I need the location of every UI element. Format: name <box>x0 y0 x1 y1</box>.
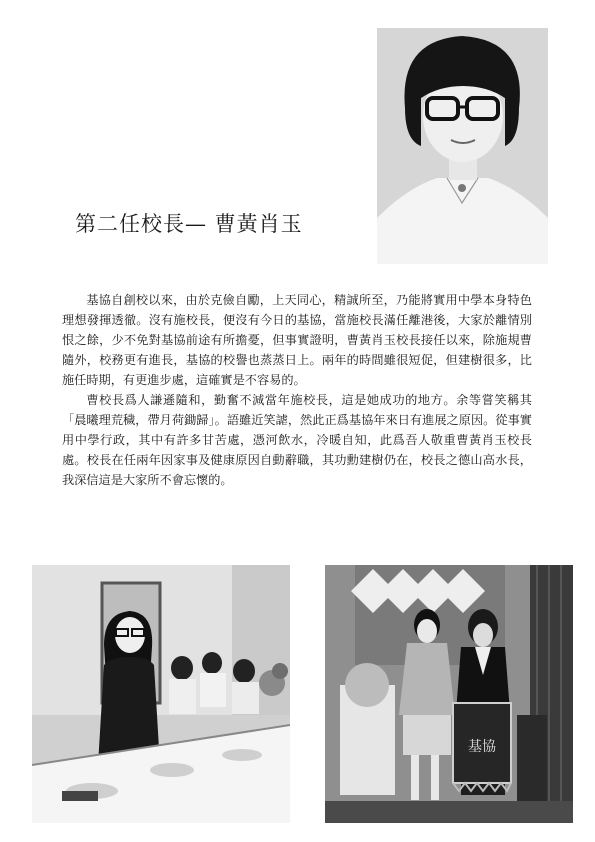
banner-ceremony-photo <box>325 565 573 823</box>
article-body <box>62 290 532 490</box>
banner-text: 基協 <box>468 739 496 755</box>
article-title: 第二任校長— 曹黃肖玉 <box>75 212 303 236</box>
principal-portrait-photo <box>377 28 548 264</box>
article-paragraph: 曹校長爲人謙遜隨和，勤奮不減當年施校長，這是她成功的地方。余等嘗笑稱其「晨曦理荒穢，帶月荷鋤歸」。語雖近笑謔，然此正爲基協年來日有進展之原因。從事實用中學行政，其中有許多甘苦處，憑河飲水，冷暖自知，此爲吾人敬重曹黃肖玉校長處。校長在任兩年因家事及健康原因自動辭職，其功勳建樹仍在，校長之德山高水長，我深信這是大家所不會忘懷的。 <box>62 393 532 487</box>
article-paragraph: 基協自創校以來，由於克儉自勵，上天同心，精誠所至，乃能將實用中學本身特色理想發揮透徹。沒有施校長，便沒有今日的基協，當施校長滿任離港後，大家於離情別恨之餘，少不免對基協前途有所擔憂，但事實證明，曹黃肖玉校長接任以來，除施規曹隨外，校務更有進長，基協的校譽也蒸蒸日上。兩年的時間雖很短促，但建樹很多，比施任時期，有更進步處，這確實是不容易的。 <box>62 293 532 387</box>
dinner-event-photo <box>32 565 290 823</box>
